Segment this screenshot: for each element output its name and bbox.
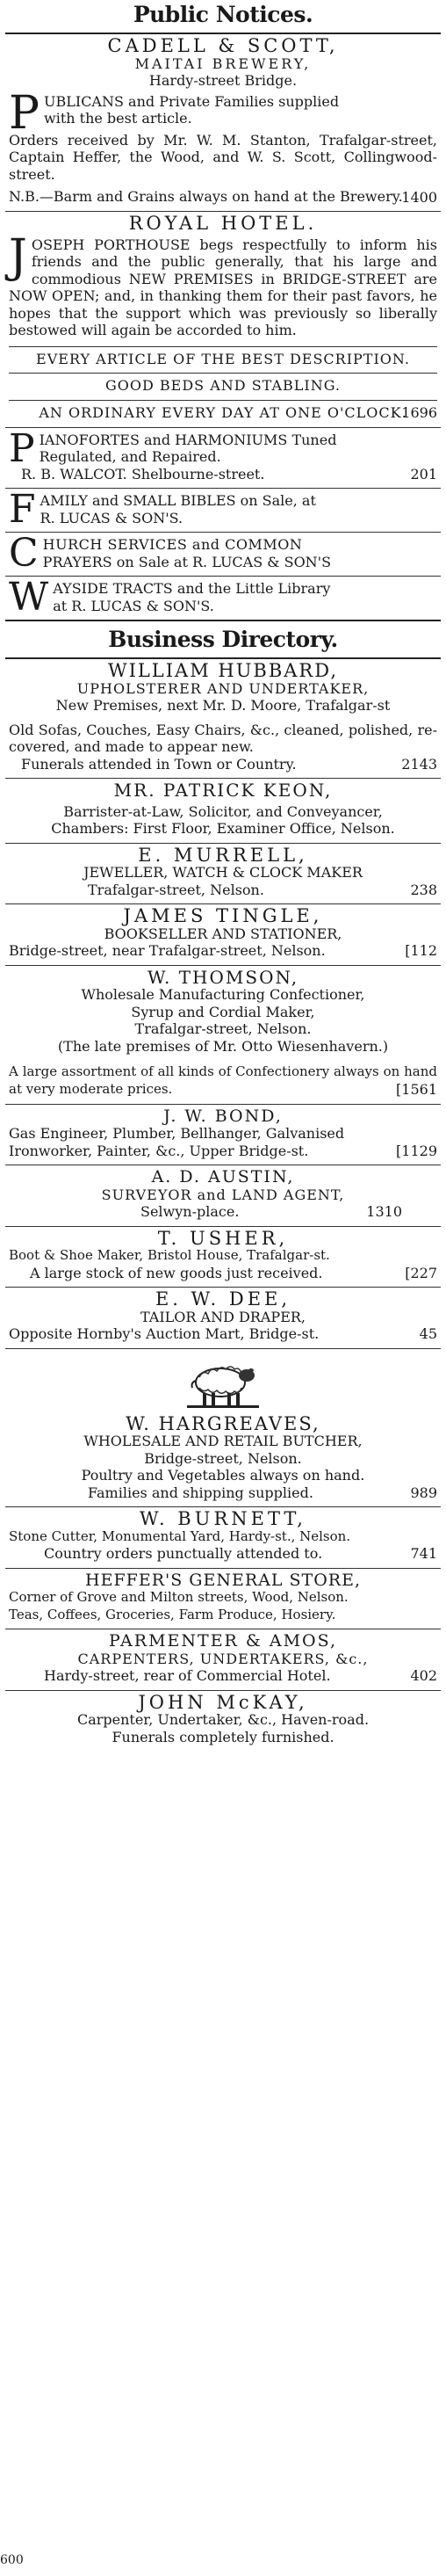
ad-line: Ironworker, Painter, &c., Upper Bridge-st. xyxy=(9,1142,309,1159)
sheep-icon xyxy=(185,1358,261,1412)
ad-line: Poultry and Vegetables always on hand. xyxy=(81,1467,365,1484)
ad-number: 1400 xyxy=(401,188,437,206)
ad-hubbard xyxy=(5,659,441,779)
ad-number: 741 xyxy=(410,1545,437,1562)
ad-line: with the best article. xyxy=(44,110,192,127)
ad-heffer xyxy=(5,1569,441,1630)
ad-keon xyxy=(5,779,441,844)
ad-name: E. W. DEE, xyxy=(155,1288,291,1310)
ad-line: Stone Cutter, Monumental Yard, Hardy-st., Nelson. xyxy=(9,1527,351,1544)
ad-line: AMILY and SMALL BIBLES on Sale, at xyxy=(40,492,316,509)
ad-addr: Bridge-street, Nelson. xyxy=(144,1449,302,1467)
ad-line: R. LUCAS & SON'S. xyxy=(40,509,183,526)
ad-line: Funerals attended in Town or Country. xyxy=(21,755,297,773)
ad-dee xyxy=(5,1288,441,1349)
ad-sub: WHOLESALE AND RETAIL BUTCHER, xyxy=(83,1433,363,1449)
ad-sub: SURVEYOR and LAND AGENT, xyxy=(101,1186,345,1203)
ad-hargreaves xyxy=(5,1349,441,1508)
ad-royal-hotel xyxy=(5,212,441,428)
ad-sub: BOOKSELLER AND STATIONER, xyxy=(104,925,342,942)
ad-number: 1310 xyxy=(366,1203,402,1220)
drop-cap: F xyxy=(9,487,36,532)
ad-line: Gas Engineer, Plumber, Bellhanger, Galvanised xyxy=(9,1125,345,1142)
ad-row xyxy=(9,1667,437,1685)
ad-line: Barrister-at-Law, Solicitor, and Conveyancer, xyxy=(63,802,383,820)
ad-number: 45 xyxy=(419,1325,437,1342)
ad-name: T. USHER, xyxy=(157,1227,289,1249)
ad-number: 2143 xyxy=(401,755,437,773)
ad-row xyxy=(9,756,437,773)
drop-cap: W xyxy=(9,575,49,620)
ad-name: MR. PATRICK KEON, xyxy=(113,780,333,801)
ad-line: Trafalgar-street, Nelson. xyxy=(134,1020,312,1037)
ad-row xyxy=(9,882,437,899)
ad-number: 402 xyxy=(410,1667,437,1684)
section-title-public-notices: Public Notices. xyxy=(5,0,441,34)
ad-number: [112 xyxy=(405,942,437,959)
ad-body xyxy=(9,229,437,339)
ad-text: A large assortment of all kinds of Confectionery always on hand at very moderate prices. xyxy=(9,1063,437,1097)
ad-line: (The late premises of Mr. Otto Wiesenhavern.) xyxy=(57,1037,389,1055)
ad-sub: MAITAI BREWERY, xyxy=(134,54,312,72)
ad-sub: CARPENTERS, UNDERTAKERS, &c., xyxy=(77,1650,369,1667)
ad-row xyxy=(9,1484,437,1502)
ad-line: Funerals completely furnished. xyxy=(112,1728,334,1745)
ad-wayside-tracts xyxy=(5,577,441,621)
ad-text: Orders received by Mr. W. M. Stanton, Trafalgar-street, Captain Heffer, the Wood, and W. S. Scott, Collingwood-street. xyxy=(9,131,437,183)
ad-row xyxy=(9,1545,437,1563)
ad-line: Chambers: First Floor, Examiner Office, Nelson. xyxy=(51,820,395,837)
ad-line: HURCH SERVICES and COMMON xyxy=(42,536,303,553)
ad-line: Boot & Shoe Maker, Bristol House, Trafalgar-st. xyxy=(9,1247,330,1263)
ad-murrell xyxy=(5,844,441,905)
ad-cadell-scott xyxy=(5,34,441,212)
ad-line: at R. LUCAS & SON'S. xyxy=(53,597,214,614)
ad-name: CADELL & SCOTT, xyxy=(107,35,339,56)
ad-name: JOHN McKAY, xyxy=(138,1691,308,1713)
ad-line: AN ORDINARY EVERY DAY AT ONE O'CLOCK. xyxy=(9,400,437,422)
ad-row xyxy=(9,1265,437,1282)
ad-row xyxy=(9,1325,437,1343)
drop-cap: P xyxy=(9,425,35,471)
ad-austin xyxy=(5,1165,441,1227)
drop-cap: C xyxy=(9,531,39,576)
ad-sub: TAILOR AND DRAPER, xyxy=(140,1308,306,1325)
page-number: 600 xyxy=(0,2553,24,2567)
ad-line: Corner of Grove and Milton streets, Wood, Nelson. xyxy=(9,1589,349,1605)
ad-number: 238 xyxy=(410,881,437,898)
ad-text: Old Sofas, Couches, Easy Chairs, &c., cleaned, polished, re-covered, and made to appear new. xyxy=(9,721,437,755)
ad-line: Wholesale Manufacturing Confectioner, xyxy=(81,986,365,1003)
ad-line: Carpenter, Undertaker, &c., Haven-road. xyxy=(76,1711,370,1728)
ad-text: N.B.—Barm and Grains always on hand at the Brewery. xyxy=(9,188,403,205)
ad-name: WILLIAM HUBBARD, xyxy=(107,660,339,681)
ad-line: IANOFORTES and HARMONIUMS Tuned xyxy=(39,431,337,448)
ad-line: Country orders punctually attended to. xyxy=(44,1545,323,1562)
ad-line: Families and shipping supplied. xyxy=(88,1484,313,1501)
ad-line: EVERY ARTICLE OF THE BEST DESCRIPTION. xyxy=(9,346,437,368)
ad-tingle xyxy=(5,904,441,966)
ad-addr: Hardy-street, rear of Commercial Hotel. xyxy=(44,1667,331,1684)
ad-number: 201 xyxy=(410,465,437,483)
ad-name: HEFFER'S GENERAL STORE, xyxy=(85,1570,361,1590)
ad-parmenter xyxy=(5,1629,441,1691)
ad-mckay xyxy=(5,1691,441,1752)
ad-name: W. HARGREAVES, xyxy=(126,1412,320,1434)
ad-church-services xyxy=(5,533,441,577)
ad-addr: Hardy-street Bridge. xyxy=(148,72,298,89)
ad-line: Syrup and Cordial Maker, xyxy=(131,1003,315,1020)
ad-row xyxy=(9,942,437,960)
ad-line: Teas, Coffees, Groceries, Farm Produce, Hosiery. xyxy=(9,1606,336,1622)
drop-cap: J xyxy=(9,229,27,283)
ad-bibles xyxy=(5,489,441,533)
ad-bond xyxy=(5,1105,441,1166)
ad-number: [227 xyxy=(405,1264,437,1281)
ad-body xyxy=(9,86,437,140)
ad-addr: New Premises, next Mr. D. Moore, Trafalgar-st xyxy=(55,697,391,714)
ad-line: UBLICANS and Private Families supplied xyxy=(44,92,340,110)
ad-sub: UPHOLSTERER AND UNDERTAKER, xyxy=(76,679,370,697)
ad-line: PRAYERS on Sale at R. LUCAS & SON'S xyxy=(42,553,332,570)
ad-line: A large stock of new goods just received. xyxy=(30,1264,323,1281)
ad-addr: Selwyn-place. xyxy=(140,1203,240,1220)
ad-name: A. D. AUSTIN, xyxy=(151,1167,295,1186)
ad-number: 1696 xyxy=(401,404,437,421)
ad-row xyxy=(9,466,437,483)
ad-burnett xyxy=(5,1507,441,1569)
ad-name: ROYAL HOTEL. xyxy=(128,213,318,234)
section-title-business-directory: Business Directory. xyxy=(5,625,441,659)
ad-name: W. BURNETT, xyxy=(140,1508,306,1529)
ad-number: [1561 xyxy=(396,1081,437,1098)
ad-line: AYSIDE TRACTS and the Little Library xyxy=(53,580,331,597)
ad-line: Regulated, and Repaired. xyxy=(39,448,221,465)
ad-addr: Opposite Hornby's Auction Mart, Bridge-st. xyxy=(9,1325,320,1342)
ad-thomson xyxy=(5,966,441,1105)
ad-sub: JEWELLER, WATCH & CLOCK MAKER xyxy=(83,864,363,881)
drop-cap: P xyxy=(9,86,40,140)
ad-usher xyxy=(5,1227,441,1288)
ad-name: E. MURRELL, xyxy=(138,844,308,866)
ad-name: JAMES TINGLE, xyxy=(123,905,323,926)
ad-name: PARMENTER & AMOS, xyxy=(109,1631,337,1651)
ad-number: [1129 xyxy=(396,1142,437,1159)
ad-line: R. B. WALCOT. Shelbourne-street. xyxy=(21,465,265,483)
ad-addr: Bridge-street, near Trafalgar-street, Nelson. xyxy=(9,942,326,959)
ad-addr: Trafalgar-street, Nelson. xyxy=(88,881,264,898)
ad-name: W. THOMSON, xyxy=(147,966,299,988)
ad-row xyxy=(9,1143,437,1160)
ad-name: J. W. BOND, xyxy=(163,1106,283,1126)
ad-line: GOOD BEDS AND STABLING. xyxy=(9,373,437,395)
ad-pianofortes xyxy=(5,425,441,490)
ad-row xyxy=(9,1203,437,1221)
ad-text: OSEPH PORTHOUSE begs respectfully to inform his friends and the public generally, that his large and commodious NEW PREMISES in BRIDGE-STREET are NOW OPEN; and, in thanking them for their past favors, he hopes that the support which was previously so liberally bestowed will again be accorded to him. xyxy=(9,236,437,338)
ad-number: 989 xyxy=(410,1484,437,1501)
